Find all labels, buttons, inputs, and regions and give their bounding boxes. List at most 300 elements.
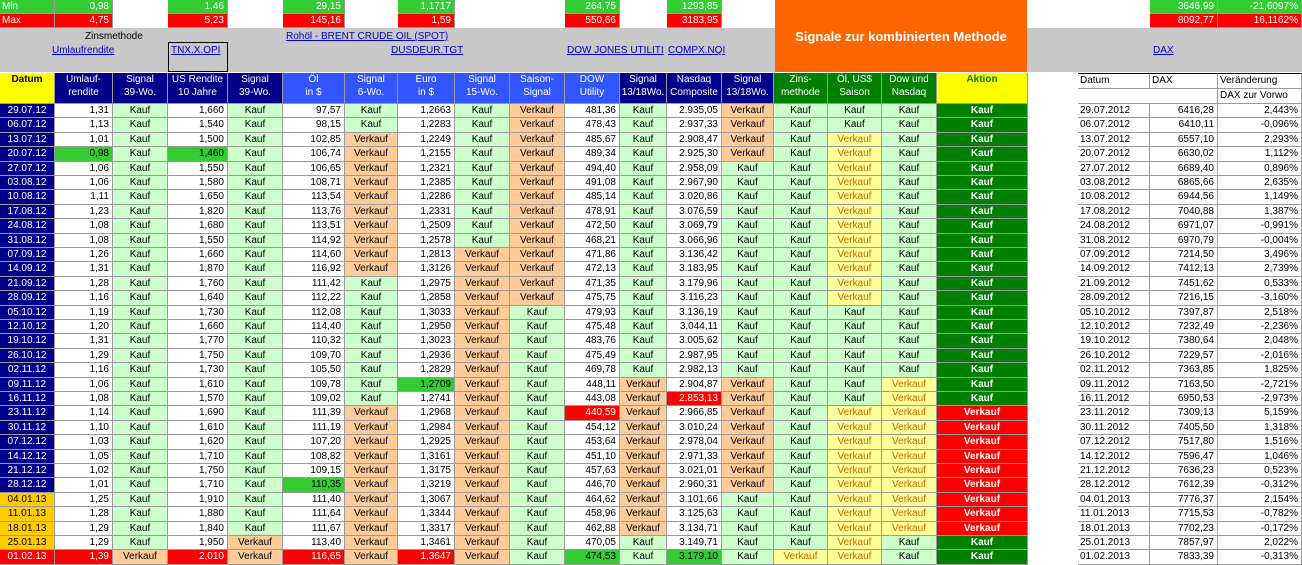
table-cell: Kauf [455, 118, 510, 133]
table-cell: Kauf [228, 147, 283, 162]
table-cell: Kauf [937, 536, 1028, 550]
table-cell: Kauf [937, 234, 1028, 248]
table-cell: Kauf [722, 334, 774, 349]
table-cell: Verkauf [882, 435, 937, 450]
dax-cell: -0,096% [1218, 118, 1302, 133]
column-header-8: Signal 15-Wo. [455, 73, 510, 104]
table-cell: Verkauf [828, 162, 882, 176]
table-cell: Kauf [774, 176, 828, 190]
dax-cell: 1,149% [1218, 190, 1302, 205]
table-cell: 23.11.12 [0, 406, 55, 421]
table-cell: 485,14 [565, 190, 620, 205]
table-cell: 2.982,13 [667, 363, 722, 378]
table-cell: Kauf [113, 478, 168, 493]
table-cell: Verkauf [455, 478, 510, 493]
table-cell: 483,76 [565, 334, 620, 349]
table-cell: 1,13 [55, 118, 113, 133]
table-cell: 1,3175 [398, 464, 455, 478]
table-cell: Verkauf [828, 493, 882, 507]
table-cell: Verkauf [828, 421, 882, 435]
table-cell: Kauf [345, 306, 398, 320]
table-cell: 1,31 [55, 262, 113, 277]
table-cell: Kauf [113, 219, 168, 234]
dax-cell: 12.10.2012 [1078, 320, 1150, 334]
table-cell: Kauf [882, 205, 937, 219]
table-cell: 3.076,59 [667, 205, 722, 219]
table-cell: 470,05 [565, 536, 620, 550]
table-cell: Verkauf [345, 234, 398, 248]
dax-cell: 7715,53 [1150, 507, 1218, 522]
table-cell: Kauf [113, 133, 168, 147]
table-cell: 26.10.12 [0, 349, 55, 363]
table-cell: Kauf [882, 248, 937, 262]
table-cell: Verkauf [937, 478, 1028, 493]
table-cell: Verkauf [722, 147, 774, 162]
table-cell: Verkauf [455, 320, 510, 334]
table-cell: 1,610 [168, 421, 228, 435]
table-cell: Kauf [882, 262, 937, 277]
table-cell: 1,540 [168, 118, 228, 133]
table-cell: Verkauf [345, 435, 398, 450]
table-cell: Kauf [722, 349, 774, 363]
table-cell: Kauf [722, 277, 774, 291]
table-cell: Verkauf [620, 464, 667, 478]
dax-cell: 25.01.2013 [1078, 536, 1150, 550]
table-cell: Kauf [345, 349, 398, 363]
table-cell: Verkauf [455, 435, 510, 450]
table-cell: Kauf [774, 406, 828, 421]
table-cell: 1,880 [168, 507, 228, 522]
table-cell: 97,57 [283, 104, 345, 118]
stat-label-max: Max [0, 14, 55, 28]
dax-cell: 1,387% [1218, 205, 1302, 219]
dax-cell: -0,991% [1218, 219, 1302, 234]
table-cell: Verkauf [620, 435, 667, 450]
table-cell: Verkauf [345, 536, 398, 550]
table-cell: 2.960,31 [667, 478, 722, 493]
table-cell: Verkauf [345, 522, 398, 536]
table-cell: Kauf [510, 435, 565, 450]
table-cell: 102,85 [283, 133, 345, 147]
table-cell: Kauf [228, 306, 283, 320]
table-cell: 1,870 [168, 262, 228, 277]
table-cell: 1,3647 [398, 550, 455, 565]
table-cell: Verkauf [620, 522, 667, 536]
source-link-0[interactable]: Umlaufrendite [52, 45, 115, 56]
table-cell: 1,690 [168, 406, 228, 421]
source-link-3[interactable]: DUSDEUR.TGT [391, 45, 464, 56]
table-cell: Kauf [620, 133, 667, 147]
table-cell: Verkauf [455, 363, 510, 378]
table-cell: Kauf [620, 363, 667, 378]
dax-cell: 7163,50 [1150, 378, 1218, 392]
table-cell: 27.07.12 [0, 162, 55, 176]
stat-value-min: 264,75 [565, 0, 620, 14]
table-cell: Kauf [828, 320, 882, 334]
table-cell: 111,19 [283, 421, 345, 435]
table-cell: Kauf [722, 550, 774, 565]
table-cell: Kauf [937, 190, 1028, 205]
table-cell: 1,2578 [398, 234, 455, 248]
table-cell: Kauf [113, 349, 168, 363]
table-cell: Kauf [882, 536, 937, 550]
table-cell: 2.937,33 [667, 118, 722, 133]
table-cell: Kauf [774, 205, 828, 219]
table-cell: Verkauf [510, 262, 565, 277]
table-cell: Kauf [722, 190, 774, 205]
table-cell: 1,3033 [398, 306, 455, 320]
column-header-1: Umlauf- rendite [55, 73, 113, 104]
table-cell: Kauf [455, 133, 510, 147]
table-cell: Kauf [774, 392, 828, 406]
table-cell: Kauf [937, 176, 1028, 190]
table-cell: Kauf [774, 147, 828, 162]
table-cell: Kauf [620, 104, 667, 118]
table-cell: 116,65 [283, 550, 345, 565]
table-cell: 489,34 [565, 147, 620, 162]
table-cell: Kauf [882, 147, 937, 162]
table-cell: Kauf [228, 493, 283, 507]
table-cell: 1,2509 [398, 219, 455, 234]
table-cell: Kauf [228, 248, 283, 262]
table-cell: Kauf [510, 536, 565, 550]
table-cell: Kauf [113, 363, 168, 378]
table-cell: Kauf [620, 550, 667, 565]
dax-cell: 23.11.2012 [1078, 406, 1150, 421]
table-cell: 485,67 [565, 133, 620, 147]
table-cell: 1,550 [168, 234, 228, 248]
table-cell: Kauf [882, 176, 937, 190]
dax-cell: 1,825% [1218, 363, 1302, 378]
table-cell: Verkauf [345, 478, 398, 493]
dax-cell: 14.12.2012 [1078, 450, 1150, 464]
table-cell: 2.958,09 [667, 162, 722, 176]
table-cell: Verkauf [345, 464, 398, 478]
dax-cell: 13.07.2012 [1078, 133, 1150, 147]
column-header-5: Öl in $ [283, 73, 345, 104]
table-cell: Kauf [882, 234, 937, 248]
table-cell: Kauf [113, 320, 168, 334]
dax-cell: 10.08.2012 [1078, 190, 1150, 205]
table-cell: Verkauf [937, 507, 1028, 522]
table-cell: Verkauf [455, 262, 510, 277]
table-cell: Kauf [228, 507, 283, 522]
table-cell: Verkauf [722, 450, 774, 464]
table-cell: Verkauf [113, 550, 168, 565]
table-cell: Kauf [620, 320, 667, 334]
table-cell: Kauf [113, 406, 168, 421]
table-cell: 1,650 [168, 190, 228, 205]
table-cell: Kauf [510, 421, 565, 435]
table-cell: 1,2331 [398, 205, 455, 219]
dax-cell: 2,739% [1218, 262, 1302, 277]
table-cell: Kauf [937, 133, 1028, 147]
dax-cell: -0,312% [1218, 478, 1302, 493]
table-cell: Kauf [113, 190, 168, 205]
table-cell: Verkauf [620, 450, 667, 464]
table-cell: Kauf [774, 262, 828, 277]
table-cell: Verkauf [882, 392, 937, 406]
stat-value-max: 550,66 [565, 14, 620, 28]
dax-cell: 18.01.2013 [1078, 522, 1150, 536]
table-cell: Kauf [774, 248, 828, 262]
table-cell: Kauf [882, 190, 937, 205]
stat-value-max: 8092,77 [1150, 14, 1218, 28]
table-cell: Kauf [113, 421, 168, 435]
table-cell: 2.935,05 [667, 104, 722, 118]
table-cell: 112,08 [283, 306, 345, 320]
table-cell: Kauf [937, 291, 1028, 306]
table-cell: Kauf [455, 176, 510, 190]
table-cell: Verkauf [455, 536, 510, 550]
table-cell: 1,2975 [398, 277, 455, 291]
table-cell: 109,78 [283, 378, 345, 392]
table-cell: 1,2925 [398, 435, 455, 450]
dax-cell: 7636,23 [1150, 464, 1218, 478]
source-link-6[interactable]: DAX [1153, 45, 1174, 56]
table-cell: Kauf [774, 306, 828, 320]
table-cell: Kauf [774, 162, 828, 176]
table-cell: Kauf [228, 234, 283, 248]
table-cell: Kauf [510, 306, 565, 320]
table-cell: Kauf [722, 320, 774, 334]
table-cell: Verkauf [882, 450, 937, 464]
table-cell: Verkauf [455, 334, 510, 349]
table-cell: 1,01 [55, 478, 113, 493]
table-cell: 453,64 [565, 435, 620, 450]
table-cell: 1,3219 [398, 478, 455, 493]
dax-cell: 31.08.2012 [1078, 234, 1150, 248]
table-cell: 116,92 [283, 262, 345, 277]
table-cell: 1,660 [168, 104, 228, 118]
table-cell: Verkauf [722, 421, 774, 435]
dax-header-3: DAX zur Vorwo [1218, 89, 1302, 104]
stat-value-max: 145,16 [283, 14, 345, 28]
dax-cell: 11.01.2013 [1078, 507, 1150, 522]
table-cell: Verkauf [828, 190, 882, 205]
table-cell: Kauf [510, 493, 565, 507]
stat-value-max: 5,23 [168, 14, 228, 28]
table-cell: Verkauf [937, 435, 1028, 450]
table-cell: Kauf [113, 176, 168, 190]
dax-cell: 07.09.2012 [1078, 248, 1150, 262]
table-cell: 457,63 [565, 464, 620, 478]
table-cell: 1,10 [55, 421, 113, 435]
table-cell: Kauf [113, 536, 168, 550]
table-cell: Kauf [722, 493, 774, 507]
table-cell: Kauf [882, 291, 937, 306]
dax-cell: 2,154% [1218, 493, 1302, 507]
table-cell: 1,460 [168, 147, 228, 162]
table-cell: 1,2858 [398, 291, 455, 306]
table-cell: 1,580 [168, 176, 228, 190]
table-cell: 29.07.12 [0, 104, 55, 118]
table-cell: 1,28 [55, 277, 113, 291]
table-cell: 3.136,19 [667, 306, 722, 320]
source-link-1[interactable]: TNX.X.OPI [171, 45, 221, 56]
table-cell: 471,35 [565, 277, 620, 291]
table-cell: 105,50 [283, 363, 345, 378]
table-cell: 1,16 [55, 291, 113, 306]
table-cell: Kauf [228, 162, 283, 176]
table-cell: Kauf [882, 133, 937, 147]
table-cell: Verkauf [510, 133, 565, 147]
table-cell: Verkauf [774, 550, 828, 565]
table-cell: Kauf [113, 262, 168, 277]
table-cell: Kauf [722, 363, 774, 378]
table-cell: 1,3126 [398, 262, 455, 277]
dax-cell: 07.12.2012 [1078, 435, 1150, 450]
table-cell: 2.925,30 [667, 147, 722, 162]
table-cell: Kauf [228, 522, 283, 536]
dax-cell: 6410,11 [1150, 118, 1218, 133]
table-cell: 14.12.12 [0, 450, 55, 464]
table-cell: 1,710 [168, 450, 228, 464]
table-cell: 3.101,66 [667, 493, 722, 507]
table-cell: Verkauf [455, 550, 510, 565]
table-cell: 3.125,63 [667, 507, 722, 522]
dax-cell: 02.11.2012 [1078, 363, 1150, 378]
table-cell: Kauf [113, 493, 168, 507]
table-cell: 16.11.12 [0, 392, 55, 406]
table-cell: Kauf [510, 522, 565, 536]
column-header-2: Signal 39-Wo. [113, 73, 168, 104]
table-cell: 2.978,04 [667, 435, 722, 450]
table-cell: 114,40 [283, 320, 345, 334]
table-cell: Kauf [345, 320, 398, 334]
table-cell: Verkauf [455, 522, 510, 536]
table-cell: Kauf [722, 234, 774, 248]
table-cell: Kauf [228, 464, 283, 478]
table-cell: Kauf [882, 277, 937, 291]
table-cell: 462,88 [565, 522, 620, 536]
table-cell: 3.179,10 [667, 550, 722, 565]
table-cell: Verkauf [882, 378, 937, 392]
dax-cell: 1,046% [1218, 450, 1302, 464]
table-cell: Kauf [774, 464, 828, 478]
dax-cell: 29.07.2012 [1078, 104, 1150, 118]
table-cell: Kauf [113, 277, 168, 291]
table-cell: Kauf [882, 363, 937, 378]
table-cell: Verkauf [510, 205, 565, 219]
table-cell: 112,22 [283, 291, 345, 306]
table-cell: 1,3344 [398, 507, 455, 522]
dax-cell: -0,782% [1218, 507, 1302, 522]
table-cell: Kauf [828, 392, 882, 406]
table-cell: Kauf [774, 190, 828, 205]
table-cell: Kauf [937, 104, 1028, 118]
dax-cell: 7776,37 [1150, 493, 1218, 507]
table-cell: Kauf [828, 349, 882, 363]
dax-cell: -2,236% [1218, 320, 1302, 334]
table-cell: Verkauf [722, 435, 774, 450]
table-cell: Kauf [774, 234, 828, 248]
source-link-2[interactable]: Rohöl - BRENT CRUDE OIL (SPOT) [286, 31, 449, 42]
table-cell: Kauf [345, 392, 398, 406]
table-cell: 20.07.12 [0, 147, 55, 162]
dax-cell: 7596,47 [1150, 450, 1218, 464]
table-cell: 02.11.12 [0, 363, 55, 378]
dax-cell: 2,022% [1218, 536, 1302, 550]
dax-cell: 7216,15 [1150, 291, 1218, 306]
table-cell: Kauf [937, 550, 1028, 565]
table-cell: Kauf [510, 320, 565, 334]
table-cell: Kauf [228, 378, 283, 392]
column-header-3: US Rendite 10 Jahre [168, 73, 228, 104]
table-cell: Verkauf [455, 464, 510, 478]
table-cell: Kauf [228, 478, 283, 493]
table-cell: Verkauf [345, 450, 398, 464]
table-cell: Kauf [620, 277, 667, 291]
dax-header-2: Veränderung [1218, 73, 1302, 89]
table-cell: 28.09.12 [0, 291, 55, 306]
stat-value-min: 0,98 [55, 0, 113, 14]
table-cell: Kauf [774, 334, 828, 349]
table-cell: 2.967,90 [667, 176, 722, 190]
table-cell: Kauf [228, 104, 283, 118]
table-cell: Verkauf [828, 450, 882, 464]
source-link-5[interactable]: COMPX.NQI [668, 45, 726, 56]
table-cell: Kauf [228, 392, 283, 406]
table-cell: Kauf [774, 349, 828, 363]
table-cell: 05.10.12 [0, 306, 55, 320]
column-header-12: Nasdaq Composite [667, 73, 722, 104]
table-cell: 18.01.13 [0, 522, 55, 536]
dax-cell: 7412,13 [1150, 262, 1218, 277]
table-cell: Kauf [228, 219, 283, 234]
table-cell: Verkauf [882, 493, 937, 507]
table-cell: Kauf [937, 334, 1028, 349]
stat-value-min: 1,1717 [398, 0, 455, 14]
dax-cell: 7040,88 [1150, 205, 1218, 219]
dax-cell: 6557,10 [1150, 133, 1218, 147]
table-cell: 1,730 [168, 363, 228, 378]
table-cell: Kauf [828, 334, 882, 349]
dax-cell: -0,004% [1218, 234, 1302, 248]
table-cell: Kauf [722, 536, 774, 550]
stat-value-min: 3646,99 [1150, 0, 1218, 14]
stat-value-max: 16,1162% [1218, 14, 1302, 28]
table-cell: 109,02 [283, 392, 345, 406]
table-cell: 109,70 [283, 349, 345, 363]
table-cell: Kauf [113, 205, 168, 219]
table-cell: Verkauf [455, 277, 510, 291]
table-cell: 479,93 [565, 306, 620, 320]
table-cell: 1,640 [168, 291, 228, 306]
table-cell: 458,96 [565, 507, 620, 522]
table-cell: Verkauf [882, 406, 937, 421]
table-cell: Kauf [937, 205, 1028, 219]
dax-cell: 19.10.2012 [1078, 334, 1150, 349]
dax-cell: 6630,02 [1150, 147, 1218, 162]
table-cell: Verkauf [828, 248, 882, 262]
table-cell: 1,16 [55, 363, 113, 378]
table-cell: Kauf [774, 363, 828, 378]
stat-value-min: -21,6097% [1218, 0, 1302, 14]
source-link-4[interactable]: DOW JONES UTILITI [567, 45, 664, 56]
column-header-9: Saison- Signal [510, 73, 565, 104]
table-cell: 25.01.13 [0, 536, 55, 550]
table-cell: Verkauf [510, 104, 565, 118]
table-cell: Verkauf [828, 147, 882, 162]
table-cell: Kauf [455, 104, 510, 118]
table-cell: 1,02 [55, 464, 113, 478]
table-cell: 1,2741 [398, 392, 455, 406]
table-cell: 113,51 [283, 219, 345, 234]
table-cell: Verkauf [345, 406, 398, 421]
table-cell: 2.987,95 [667, 349, 722, 363]
table-cell: Kauf [882, 550, 937, 565]
